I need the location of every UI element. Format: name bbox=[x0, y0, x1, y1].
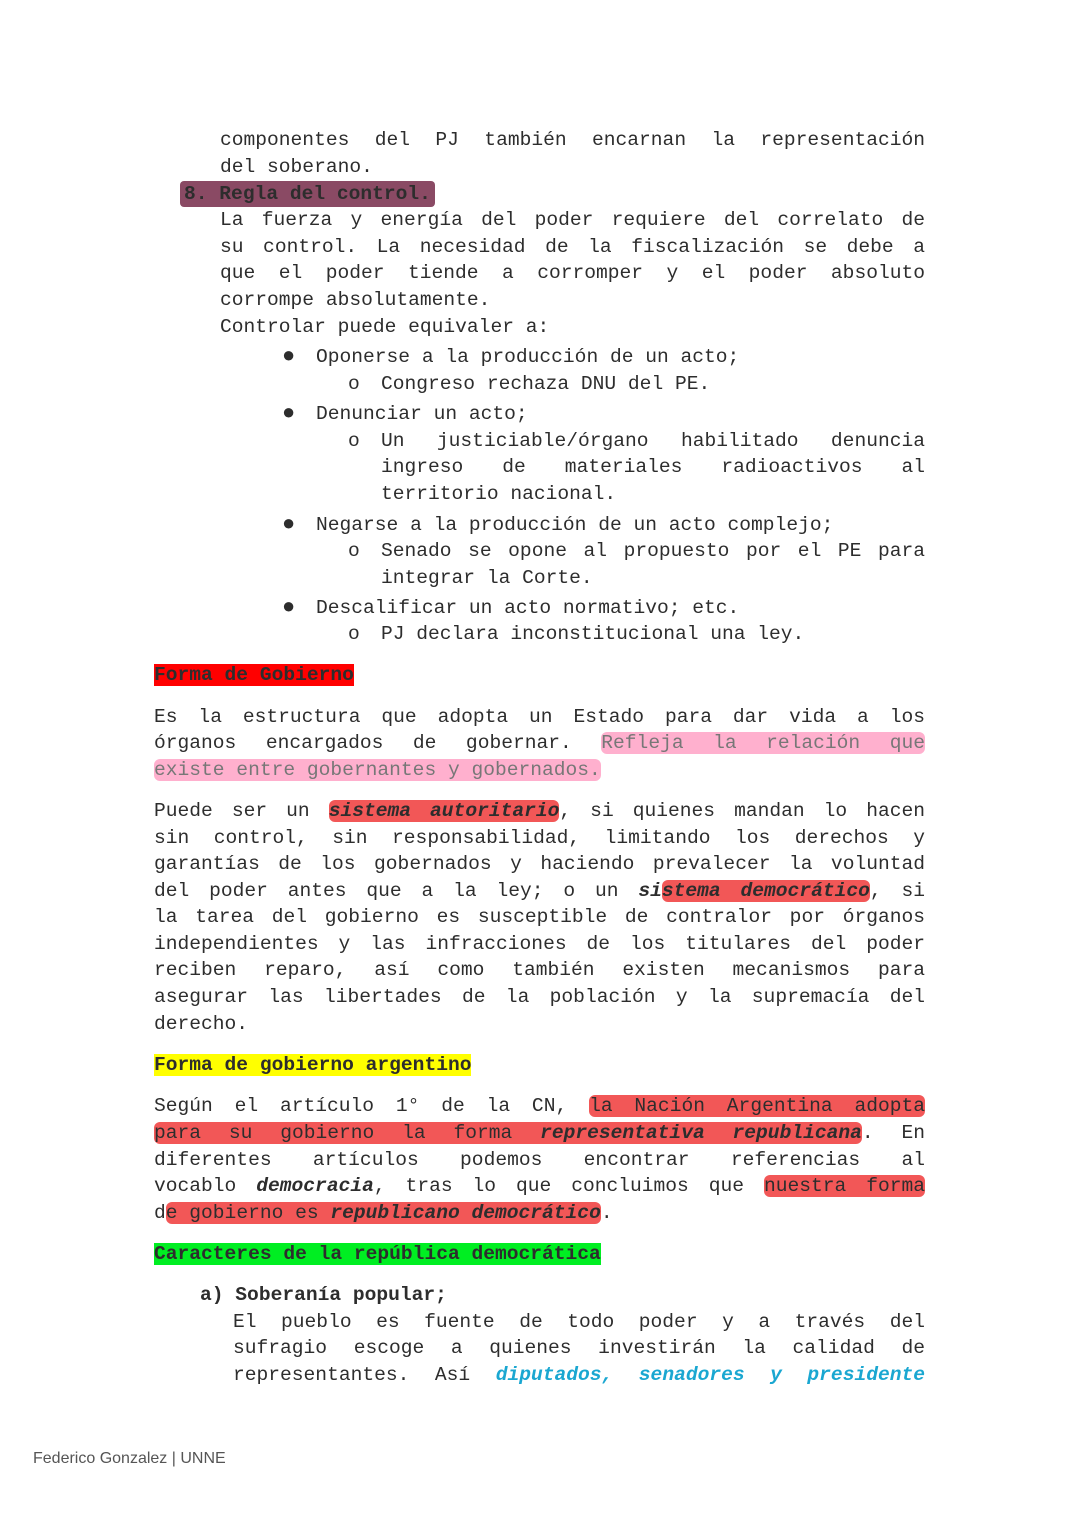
highlight-mark: para su gobierno la forma representativa republicana bbox=[154, 1122, 862, 1144]
text-line: órganos encargados de gobernar. Refleja la relación que bbox=[154, 732, 925, 754]
circle-bullet-icon: o bbox=[348, 430, 360, 452]
text-line: independientes y las infracciones de los titulares del poder bbox=[154, 933, 925, 955]
section-heading: Forma de Gobierno bbox=[154, 664, 354, 686]
circle-bullet-icon: o bbox=[348, 373, 360, 395]
text-line: representantes. Así diputados, senadores y presidente bbox=[233, 1364, 926, 1386]
text-line: Puede ser un sistema autoritario, si quienes mandan lo hacen bbox=[154, 800, 925, 822]
text-line: del poder antes que a la ley; o un sistema democrático, si bbox=[154, 880, 925, 902]
bullet-icon: ● bbox=[282, 344, 296, 369]
text-line: componentes del PJ también encarnan la representación bbox=[220, 129, 925, 151]
text-line: la tarea del gobierno es susceptible de contralor por órganos bbox=[154, 906, 925, 928]
circle-bullet-icon: o bbox=[348, 540, 360, 562]
bullet-icon: ● bbox=[282, 595, 296, 620]
sub-list-item: Senado se opone al propuesto por el PE para bbox=[381, 540, 925, 562]
text-line: Es la estructura que adopta un Estado para dar vida a los bbox=[154, 706, 925, 728]
text-line bbox=[154, 757, 601, 784]
text-line: corrompe absolutamente. bbox=[220, 289, 491, 311]
sub-list-item: ingreso de materiales radioactivos al bbox=[381, 456, 925, 478]
text-line: reciben reparo, así como también existen mecanismos para bbox=[154, 959, 925, 981]
sub-list-item: territorio nacional. bbox=[381, 483, 617, 505]
highlight-mark: existe entre gobernantes y gobernados. bbox=[154, 759, 601, 781]
section-heading: Forma de gobierno argentino bbox=[154, 1054, 472, 1076]
text-line: garantías de los gobernados y haciendo prevalecer la voluntad bbox=[154, 853, 925, 875]
sub-list-item: Un justiciable/órgano habilitado denuncia bbox=[381, 430, 925, 452]
highlight-mark: Refleja la relación que bbox=[601, 732, 925, 754]
rule-number: 8. bbox=[184, 183, 208, 205]
bullet-icon: ● bbox=[282, 512, 296, 537]
list-item: Descalificar un acto normativo; etc. bbox=[316, 597, 740, 619]
section-heading: Caracteres de la república democrática bbox=[154, 1243, 601, 1265]
text-line: sufragio escoge a quienes investirán la calidad de bbox=[233, 1337, 925, 1359]
highlight-mark: sistema autoritario bbox=[328, 800, 560, 822]
circle-bullet-icon: o bbox=[348, 623, 360, 645]
highlight-mark: nuestra forma bbox=[763, 1175, 926, 1197]
rule-title: Regla del control. bbox=[219, 183, 431, 205]
text-line: del soberano. bbox=[220, 156, 373, 178]
sub-list-item: Congreso rechaza DNU del PE. bbox=[381, 373, 711, 395]
highlight-mark: e gobierno es republicano democrático bbox=[165, 1202, 601, 1224]
text-line: de gobierno es republicano democrático. bbox=[154, 1202, 613, 1224]
bullet-icon: ● bbox=[282, 401, 296, 426]
text-line: su control. La necesidad de la fiscalización se debe a bbox=[220, 236, 925, 258]
text-line: que el poder tiende a corromper y el poder absoluto bbox=[220, 262, 925, 284]
rule-heading bbox=[180, 181, 435, 208]
sub-list-item: PJ declara inconstitucional una ley. bbox=[381, 623, 805, 645]
page-footer: Federico Gonzalez | UNNE bbox=[33, 1450, 226, 1467]
text-line: derecho. bbox=[154, 1013, 249, 1035]
highlight-mark: stema democrático bbox=[661, 880, 870, 902]
list-item-heading: a) Soberanía popular; bbox=[200, 1284, 447, 1306]
sub-list-item: integrar la Corte. bbox=[381, 567, 593, 589]
highlight-mark: la Nación Argentina adopta bbox=[589, 1095, 926, 1117]
list-item: Denunciar un acto; bbox=[316, 403, 528, 425]
text-line: vocablo democracia, tras lo que concluimos que nuestra forma bbox=[154, 1175, 926, 1197]
text-line: La fuerza y energía del poder requiere del correlato de bbox=[220, 209, 925, 231]
text-line: para su gobierno la forma representativa republicana. En bbox=[154, 1122, 925, 1144]
text-line: Controlar puede equivaler a: bbox=[220, 316, 550, 338]
list-item: Oponerse a la producción de un acto; bbox=[316, 346, 740, 368]
text-line: sin control, sin responsabilidad, limitando los derechos y bbox=[154, 827, 925, 849]
text-line: El pueblo es fuente de todo poder y a través del bbox=[233, 1311, 925, 1333]
text-line: asegurar las libertades de la población y la supremacía del bbox=[154, 986, 925, 1008]
list-item: Negarse a la producción de un acto complejo; bbox=[316, 514, 834, 536]
text-line: Según el artículo 1° de la CN, la Nación Argentina adopta bbox=[154, 1095, 926, 1117]
text-line: diferentes artículos podemos encontrar referencias al bbox=[154, 1149, 925, 1171]
